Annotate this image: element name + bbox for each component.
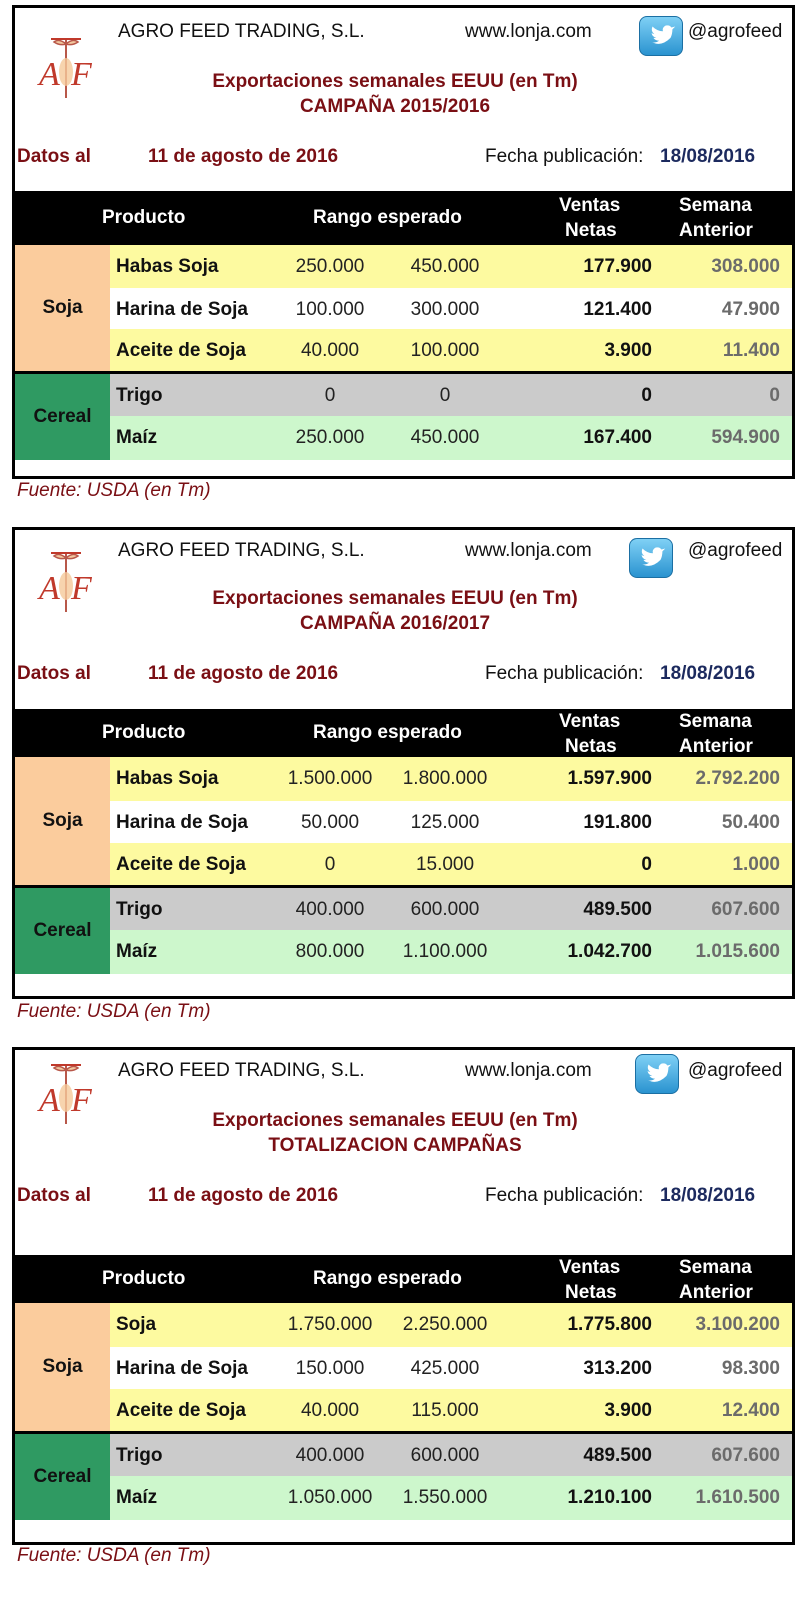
range-max: 425.000 bbox=[410, 1358, 480, 1379]
range-max: 0 bbox=[439, 385, 451, 406]
net-sales: 3.900 bbox=[604, 1400, 652, 1421]
publication-date: 18/08/2016 bbox=[660, 146, 756, 167]
datos-date: 11 de agosto de 2016 bbox=[148, 663, 339, 684]
header-rango: Rango esperado bbox=[313, 722, 462, 743]
range-min: 0 bbox=[324, 854, 336, 875]
range-min: 50.000 bbox=[300, 812, 360, 833]
previous-week: 308.000 bbox=[711, 256, 780, 277]
header-semana: Semana bbox=[679, 1257, 752, 1278]
net-sales: 167.400 bbox=[583, 427, 652, 448]
category-cereal: Cereal bbox=[15, 1434, 110, 1520]
range-max: 100.000 bbox=[410, 340, 480, 361]
previous-week: 594.900 bbox=[711, 427, 780, 448]
table-row bbox=[110, 329, 792, 373]
range-min: 0 bbox=[324, 385, 336, 406]
table-header bbox=[15, 709, 792, 757]
report-title: Exportaciones semanales EEUU (en Tm) bbox=[212, 71, 578, 92]
report-panel-totalizacion bbox=[12, 1047, 795, 1545]
product-name: Trigo bbox=[116, 899, 163, 920]
table-row bbox=[110, 843, 792, 887]
svg-text:F: F bbox=[71, 570, 92, 607]
svg-text:F: F bbox=[71, 1082, 92, 1119]
previous-week: 1.015.600 bbox=[695, 941, 780, 962]
svg-text:A: A bbox=[39, 56, 60, 93]
previous-week: 2.792.200 bbox=[695, 768, 780, 789]
website-link[interactable]: www.lonja.com bbox=[465, 540, 592, 561]
previous-week: 98.300 bbox=[721, 1358, 780, 1379]
range-min: 40.000 bbox=[300, 340, 360, 361]
publication-label: Fecha publicación: bbox=[485, 1185, 644, 1206]
header-semana: Semana bbox=[679, 195, 752, 216]
range-min: 1.500.000 bbox=[287, 768, 373, 789]
company-name: AGRO FEED TRADING, S.L. bbox=[118, 540, 365, 561]
previous-week: 1.000 bbox=[732, 854, 780, 875]
product-name: Harina de Soja bbox=[116, 1358, 248, 1379]
net-sales: 177.900 bbox=[583, 256, 652, 277]
datos-date: 11 de agosto de 2016 bbox=[148, 146, 339, 167]
twitter-handle[interactable]: @agrofeed bbox=[688, 21, 783, 42]
svg-text:F: F bbox=[71, 56, 92, 93]
header-rango: Rango esperado bbox=[313, 1268, 462, 1289]
svg-text:A: A bbox=[39, 570, 60, 607]
table-row bbox=[110, 416, 792, 460]
range-min: 400.000 bbox=[295, 1445, 365, 1466]
header-semana: Semana bbox=[679, 711, 752, 732]
publication-date: 18/08/2016 bbox=[660, 663, 756, 684]
previous-week: 3.100.200 bbox=[695, 1314, 780, 1335]
header-producto: Producto bbox=[102, 1268, 186, 1289]
net-sales: 489.500 bbox=[583, 899, 652, 920]
datos-label: Datos al bbox=[17, 146, 91, 167]
table-row bbox=[110, 1434, 792, 1476]
header-ventas: Ventas bbox=[559, 711, 621, 732]
atf-logo-icon bbox=[35, 544, 97, 616]
campaign-title: TOTALIZACION CAMPAÑAS bbox=[268, 1135, 522, 1156]
campaign-title: CAMPAÑA 2016/2017 bbox=[299, 613, 491, 634]
range-max: 1.550.000 bbox=[402, 1487, 488, 1508]
report-panel-2016-2017 bbox=[12, 527, 795, 999]
category-cereal: Cereal bbox=[15, 374, 110, 460]
header-anterior: Anterior bbox=[679, 1282, 753, 1303]
previous-week: 607.600 bbox=[711, 1445, 780, 1466]
header-netas: Netas bbox=[565, 1282, 617, 1303]
source-note: Fuente: USDA (en Tm) bbox=[17, 1001, 211, 1022]
previous-week: 12.400 bbox=[721, 1400, 780, 1421]
net-sales: 1.210.100 bbox=[567, 1487, 652, 1508]
table-row bbox=[110, 374, 792, 416]
product-name: Harina de Soja bbox=[116, 299, 248, 320]
report-title: Exportaciones semanales EEUU (en Tm) bbox=[212, 1110, 578, 1131]
source-note: Fuente: USDA (en Tm) bbox=[17, 1545, 211, 1566]
twitter-bird-icon[interactable] bbox=[635, 1054, 679, 1094]
range-max: 115.000 bbox=[411, 1400, 479, 1421]
range-max: 600.000 bbox=[410, 899, 480, 920]
table-row bbox=[110, 288, 792, 332]
table-row bbox=[110, 1303, 792, 1347]
twitter-handle[interactable]: @agrofeed bbox=[688, 1060, 783, 1081]
previous-week: 0 bbox=[769, 385, 780, 406]
net-sales: 489.500 bbox=[583, 1445, 652, 1466]
table-row bbox=[110, 1389, 792, 1433]
range-min: 1.050.000 bbox=[287, 1487, 373, 1508]
table-row bbox=[110, 888, 792, 930]
table-header bbox=[15, 191, 792, 245]
product-name: Aceite de Soja bbox=[116, 340, 246, 361]
net-sales: 191.800 bbox=[583, 812, 652, 833]
range-max: 125.000 bbox=[410, 812, 480, 833]
range-min: 400.000 bbox=[295, 899, 365, 920]
twitter-bird-icon[interactable] bbox=[629, 538, 673, 578]
net-sales: 313.200 bbox=[583, 1358, 652, 1379]
previous-week: 47.900 bbox=[721, 299, 780, 320]
product-name: Habas Soja bbox=[116, 768, 219, 789]
range-min: 100.000 bbox=[295, 299, 365, 320]
header-anterior: Anterior bbox=[679, 220, 753, 241]
product-name: Maíz bbox=[116, 427, 158, 448]
header-netas: Netas bbox=[565, 220, 617, 241]
product-name: Trigo bbox=[116, 1445, 163, 1466]
range-max: 450.000 bbox=[410, 256, 480, 277]
category-soja: Soja bbox=[15, 245, 110, 371]
twitter-bird-icon[interactable] bbox=[639, 16, 683, 56]
table-row bbox=[110, 245, 792, 289]
svg-text:A: A bbox=[39, 1082, 60, 1119]
website-link[interactable]: www.lonja.com bbox=[465, 1060, 592, 1081]
header-producto: Producto bbox=[102, 722, 186, 743]
atf-logo-icon bbox=[35, 1056, 97, 1128]
product-name: Harina de Soja bbox=[116, 812, 248, 833]
publication-date: 18/08/2016 bbox=[660, 1185, 756, 1206]
net-sales: 0 bbox=[641, 385, 652, 406]
previous-week: 11.400 bbox=[722, 340, 780, 361]
company-name: AGRO FEED TRADING, S.L. bbox=[118, 1060, 365, 1081]
header-anterior: Anterior bbox=[679, 736, 753, 757]
previous-week: 1.610.500 bbox=[695, 1487, 780, 1508]
header-ventas: Ventas bbox=[559, 1257, 621, 1278]
header-producto: Producto bbox=[102, 207, 186, 228]
previous-week: 607.600 bbox=[711, 899, 780, 920]
header-ventas: Ventas bbox=[559, 195, 621, 216]
publication-label: Fecha publicación: bbox=[485, 663, 644, 684]
product-name: Habas Soja bbox=[116, 256, 219, 277]
table-row bbox=[110, 801, 792, 845]
report-title: Exportaciones semanales EEUU (en Tm) bbox=[212, 588, 578, 609]
net-sales: 1.775.800 bbox=[567, 1314, 652, 1335]
range-max: 300.000 bbox=[410, 299, 480, 320]
net-sales: 1.597.900 bbox=[567, 768, 652, 789]
product-name: Trigo bbox=[116, 385, 163, 406]
range-max: 450.000 bbox=[410, 427, 480, 448]
product-name: Maíz bbox=[116, 1487, 158, 1508]
product-name: Aceite de Soja bbox=[116, 854, 246, 875]
net-sales: 1.042.700 bbox=[567, 941, 652, 962]
report-panel-2015-2016 bbox=[12, 5, 795, 479]
range-min: 150.000 bbox=[295, 1358, 365, 1379]
net-sales: 3.900 bbox=[604, 340, 652, 361]
datos-date: 11 de agosto de 2016 bbox=[148, 1185, 339, 1206]
campaign-title: CAMPAÑA 2015/2016 bbox=[299, 96, 491, 117]
table-row bbox=[110, 1476, 792, 1520]
datos-label: Datos al bbox=[17, 663, 91, 684]
product-name: Maíz bbox=[116, 941, 158, 962]
range-min: 1.750.000 bbox=[287, 1314, 373, 1335]
table-row bbox=[110, 757, 792, 801]
datos-label: Datos al bbox=[17, 1185, 91, 1206]
range-min: 250.000 bbox=[295, 427, 365, 448]
source-note: Fuente: USDA (en Tm) bbox=[17, 480, 211, 501]
category-soja: Soja bbox=[15, 757, 110, 885]
publication-label: Fecha publicación: bbox=[485, 146, 644, 167]
header-netas: Netas bbox=[565, 736, 617, 757]
atf-logo-icon bbox=[35, 30, 97, 102]
category-soja: Soja bbox=[15, 1303, 110, 1431]
company-name: AGRO FEED TRADING, S.L. bbox=[118, 21, 365, 42]
header-rango: Rango esperado bbox=[313, 207, 462, 228]
net-sales: 121.400 bbox=[583, 299, 652, 320]
range-min: 250.000 bbox=[295, 256, 365, 277]
product-name: Soja bbox=[116, 1314, 157, 1335]
product-name: Aceite de Soja bbox=[116, 1400, 246, 1421]
range-max: 2.250.000 bbox=[402, 1314, 488, 1335]
range-max: 1.800.000 bbox=[402, 768, 488, 789]
net-sales: 0 bbox=[641, 854, 652, 875]
range-max: 15.000 bbox=[415, 854, 475, 875]
website-link[interactable]: www.lonja.com bbox=[465, 21, 592, 42]
previous-week: 50.400 bbox=[721, 812, 780, 833]
range-min: 40.000 bbox=[300, 1400, 360, 1421]
range-max: 600.000 bbox=[410, 1445, 480, 1466]
range-max: 1.100.000 bbox=[402, 941, 488, 962]
table-header bbox=[15, 1255, 792, 1303]
table-row bbox=[110, 930, 792, 974]
twitter-handle[interactable]: @agrofeed bbox=[688, 540, 783, 561]
category-cereal: Cereal bbox=[15, 888, 110, 974]
range-min: 800.000 bbox=[295, 941, 365, 962]
table-row bbox=[110, 1347, 792, 1391]
